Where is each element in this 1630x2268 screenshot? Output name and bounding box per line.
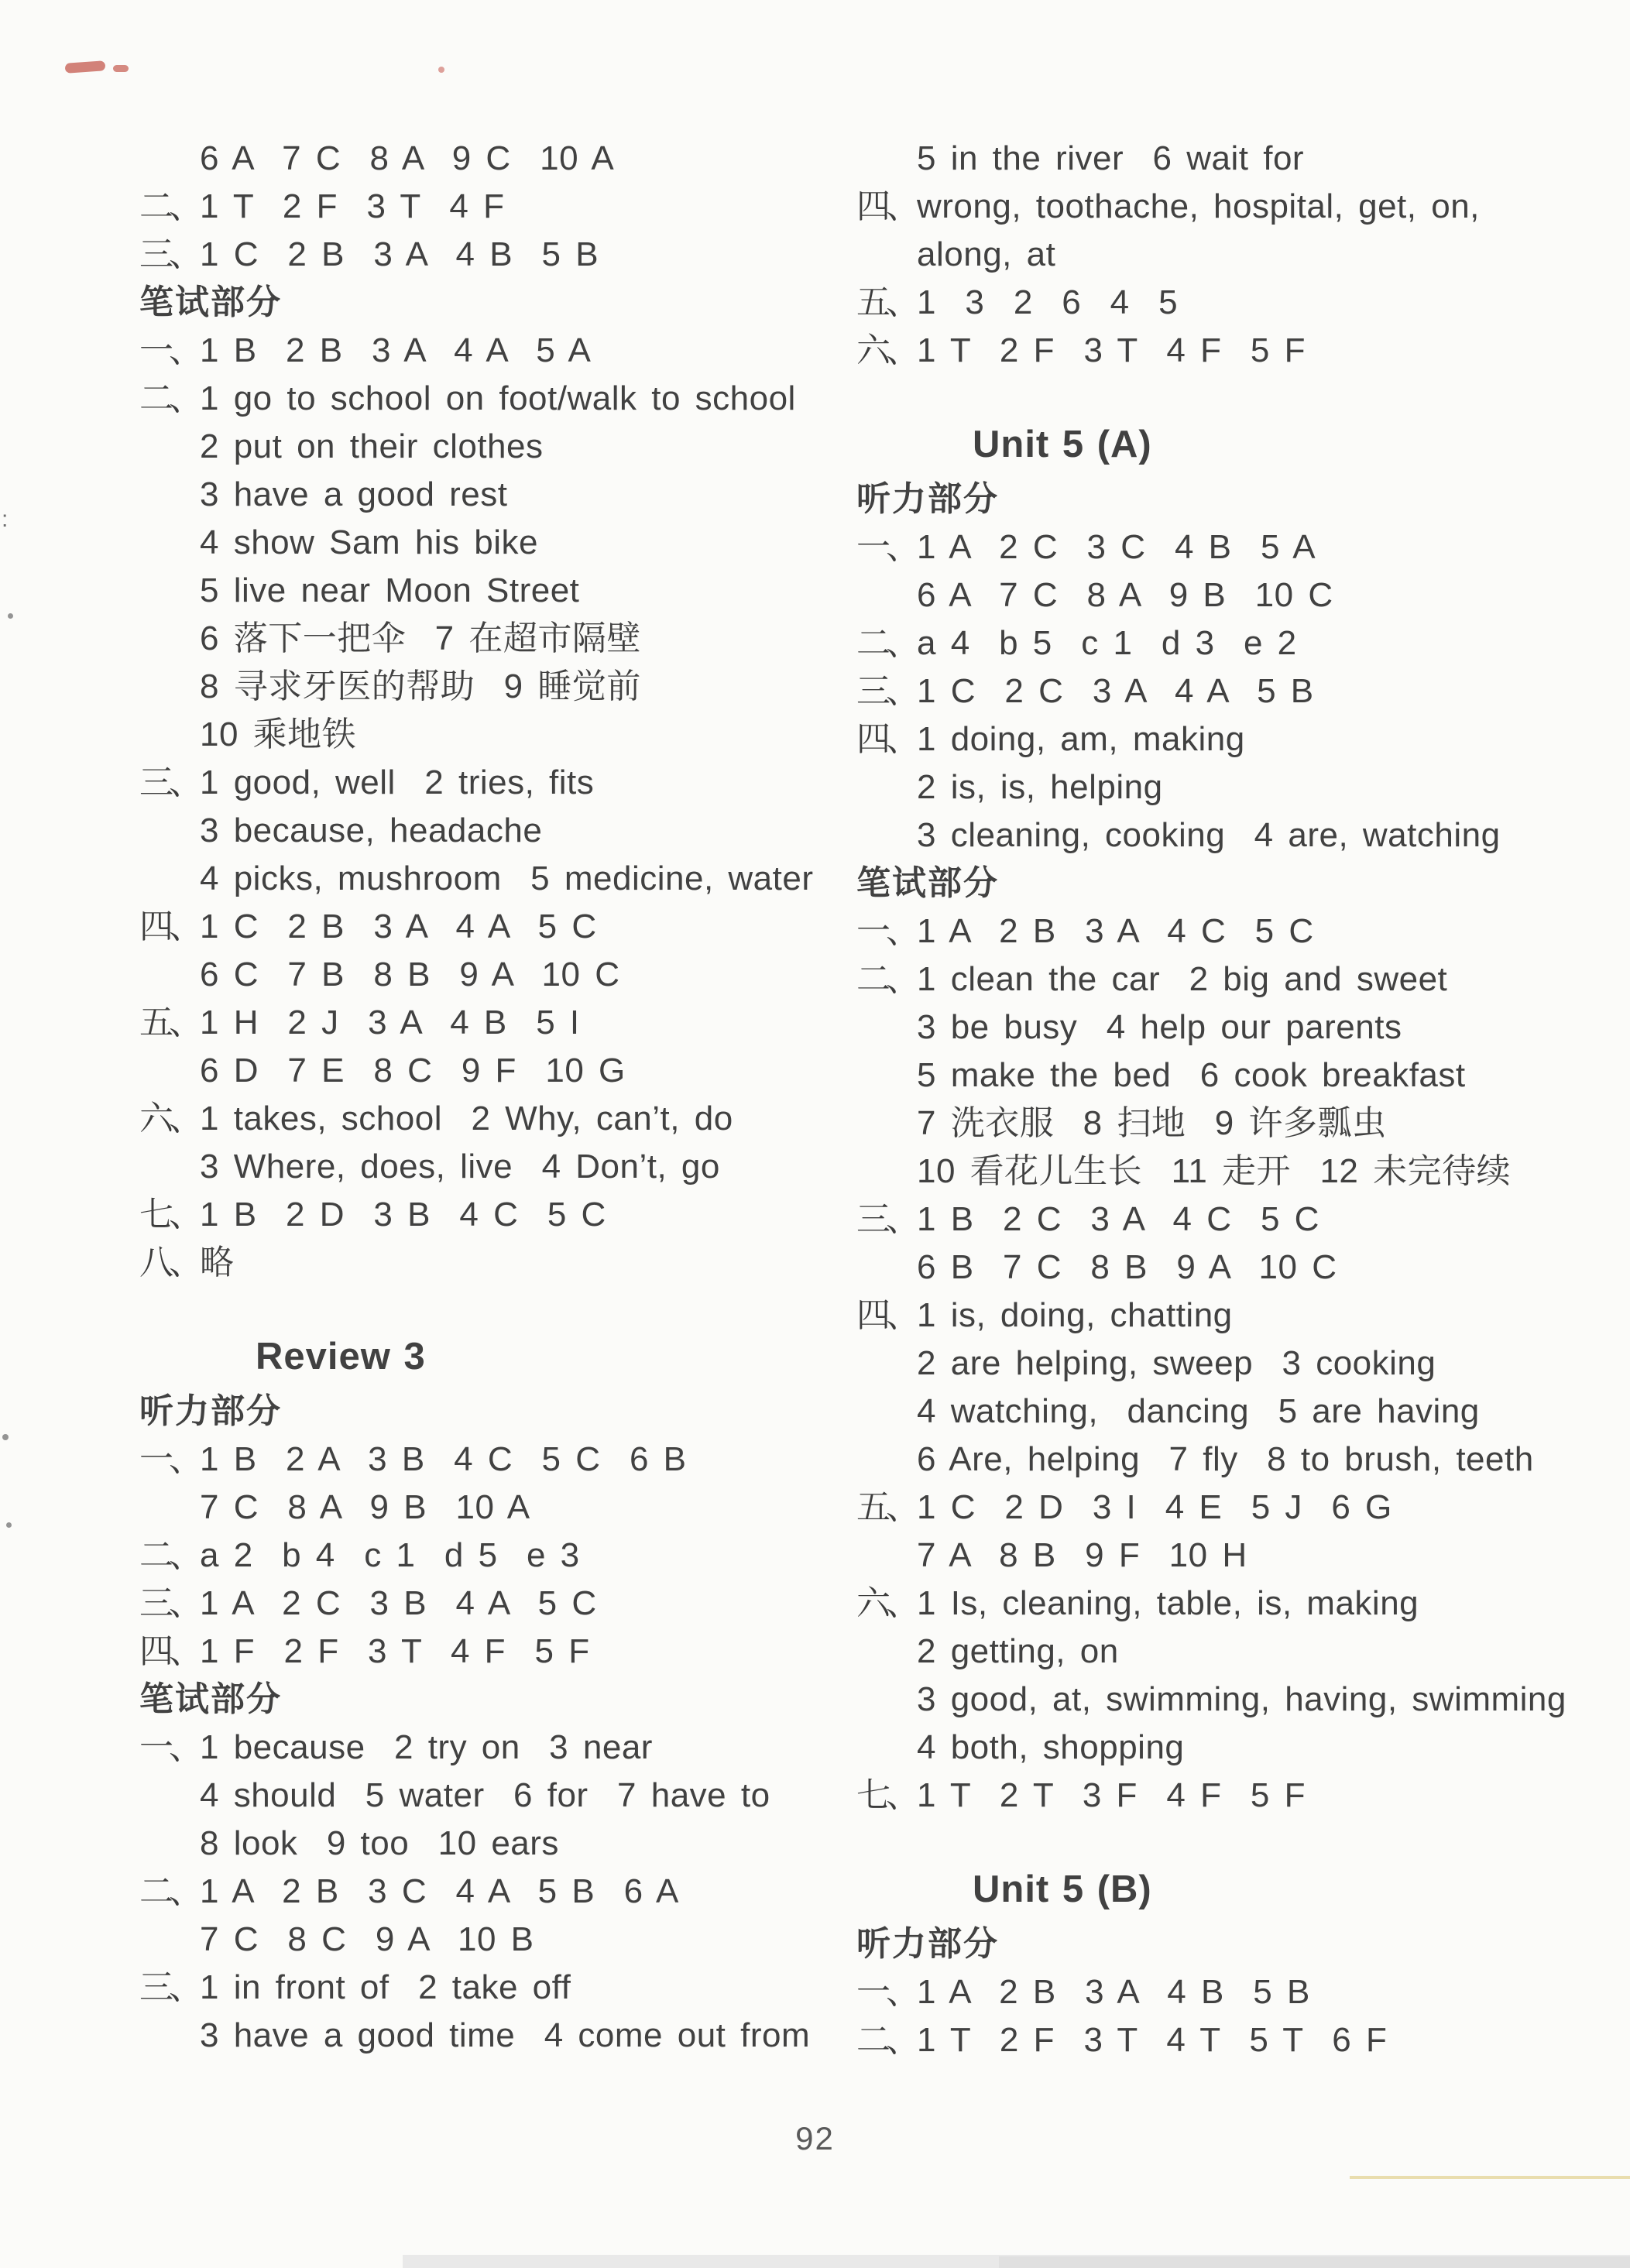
line-text: 1 Is, cleaning, table, is, making (917, 1584, 1419, 1622)
answer-line (139, 1532, 840, 1580)
line-text: 7 C 8 C 9 A 10 B (200, 1920, 534, 1958)
line-text: 2 is, is, helping (917, 768, 1163, 806)
section-marker: 七、 (139, 1196, 198, 1234)
scan-red-smudge (65, 60, 106, 74)
section-heading (856, 475, 1615, 523)
scan-tan-line (1350, 2176, 1630, 2179)
section-marker: 四、 (856, 720, 915, 758)
line-text: 7 C 8 A 9 B 10 A (200, 1488, 530, 1526)
section-marker: 四、 (139, 908, 198, 945)
line-text: 1 C 2 D 3 I 4 E 5 J 6 G (917, 1488, 1392, 1526)
section-marker: 二、 (139, 187, 198, 225)
section-heading (139, 279, 840, 327)
line-text: 1 clean the car 2 big and sweet (917, 960, 1448, 998)
unit-title (139, 1326, 840, 1388)
spacer (856, 1820, 1615, 1858)
line-text: 2 put on their clothes (200, 427, 544, 465)
page-footer (0, 2120, 1630, 2157)
line-text: 笔试部分 (139, 283, 282, 321)
line-text: 1 T 2 F 3 T 4 F (200, 187, 505, 225)
line-text: 4 both, shopping (917, 1728, 1185, 1766)
answer-line (856, 1772, 1615, 1820)
line-text: 笔试部分 (856, 864, 999, 902)
answer-line (139, 759, 840, 807)
section-heading (139, 1676, 840, 1724)
line-text: 1 A 2 C 3 B 4 A 5 C (200, 1584, 597, 1622)
answer-line (856, 667, 1615, 715)
section-marker: 一、 (856, 912, 915, 950)
answer-line (139, 1628, 840, 1676)
section-marker: 三、 (139, 1584, 198, 1622)
section-marker: 三、 (856, 1200, 915, 1238)
answer-line (139, 615, 840, 663)
line-text: 7 A 8 B 9 F 10 H (917, 1536, 1247, 1574)
unit-title (856, 1858, 1615, 1920)
line-text: 1 doing, am, making (917, 720, 1245, 758)
section-heading (856, 860, 1615, 908)
line-text: 4 should 5 water 6 for 7 have to (200, 1776, 770, 1814)
answer-line (139, 855, 840, 903)
line-text: 听力部分 (856, 480, 999, 518)
section-marker: 四、 (139, 1632, 198, 1670)
section-marker: 三、 (139, 235, 198, 273)
section-marker: 三、 (139, 1968, 198, 2006)
line-text: 5 make the bed 6 cook breakfast (917, 1056, 1466, 1094)
answer-line (139, 327, 840, 375)
section-marker: 四、 (856, 1296, 915, 1334)
section-marker: 六、 (139, 1100, 198, 1137)
answer-column-left (139, 135, 840, 2060)
line-text: 1 A 2 B 3 A 4 B 5 B (917, 1973, 1310, 2011)
answer-line (139, 1820, 840, 1868)
line-text: 听力部分 (139, 1392, 282, 1430)
line-text: 1 takes, school 2 Why, can’t, do (200, 1100, 733, 1137)
line-text: 笔试部分 (139, 1680, 282, 1718)
answer-line (856, 811, 1615, 860)
answer-line (139, 183, 840, 231)
line-text: 1 go to school on foot/walk to school (200, 379, 796, 417)
line-text: 1 B 2 C 3 A 4 C 5 C (917, 1200, 1319, 1238)
answer-line (139, 663, 840, 711)
answer-column-right (856, 135, 1615, 2064)
line-text: 6 B 7 C 8 B 9 A 10 C (917, 1248, 1337, 1286)
scan-edge-mark (6, 1522, 12, 1528)
line-text: 2 are helping, sweep 3 cooking (917, 1344, 1436, 1382)
line-text: 1 C 2 B 3 A 4 A 5 C (200, 908, 597, 945)
section-marker: 二、 (856, 624, 915, 662)
line-text: Unit 5 (B) (973, 1868, 1152, 1910)
line-text: 6 落下一把伞 7 在超市隔壁 (200, 619, 641, 657)
scan-edge-mark: : (2, 506, 9, 532)
line-text: 1 T 2 T 3 F 4 F 5 F (917, 1776, 1306, 1814)
answer-line (856, 327, 1615, 375)
section-marker: 二、 (856, 960, 915, 998)
answer-line (856, 523, 1615, 571)
section-marker: 五、 (856, 1488, 915, 1526)
line-text: 3 good, at, swimming, having, swimming (917, 1680, 1567, 1718)
answer-line (139, 1772, 840, 1820)
answer-line (856, 1676, 1615, 1724)
line-text: 1 B 2 A 3 B 4 C 5 C 6 B (200, 1440, 687, 1478)
answer-line (139, 423, 840, 471)
answer-line (856, 1580, 1615, 1628)
line-text: 6 C 7 B 8 B 9 A 10 C (200, 956, 620, 993)
line-text: Unit 5 (A) (973, 424, 1152, 465)
section-marker: 四、 (856, 187, 915, 225)
line-text: 6 Are, helping 7 fly 8 to brush, teeth (917, 1440, 1534, 1478)
line-text: 6 A 7 C 8 A 9 C 10 A (200, 139, 615, 177)
section-marker: 二、 (856, 2021, 915, 2059)
line-text: 3 have a good time 4 come out from (200, 2016, 811, 2054)
answer-line (139, 1047, 840, 1095)
scan-bottom-strip (999, 2256, 1630, 2268)
line-text: 10 乘地铁 (200, 715, 357, 753)
section-marker: 五、 (139, 1004, 198, 1041)
answer-line (139, 1239, 840, 1287)
answer-line (139, 951, 840, 999)
scan-edge-mark (2, 1434, 9, 1440)
section-marker: 一、 (139, 1728, 198, 1766)
line-text: 8 look 9 too 10 ears (200, 1824, 559, 1862)
answer-line (139, 2012, 840, 2060)
answer-line (856, 1244, 1615, 1292)
answer-line (856, 1532, 1615, 1580)
answer-line (139, 1916, 840, 1964)
section-marker: 一、 (139, 1440, 198, 1478)
answer-line (139, 519, 840, 567)
line-text: 4 picks, mushroom 5 medicine, water (200, 860, 814, 897)
line-text: 3 have a good rest (200, 475, 508, 513)
answer-line (856, 619, 1615, 667)
answer-line (139, 1868, 840, 1916)
answer-line (139, 903, 840, 951)
answer-line (856, 1004, 1615, 1052)
answer-line (856, 183, 1615, 231)
line-text: 6 A 7 C 8 A 9 B 10 C (917, 576, 1333, 614)
line-text: a 4 b 5 c 1 d 3 e 2 (917, 624, 1297, 662)
section-marker: 三、 (139, 763, 198, 801)
answer-line (856, 1100, 1615, 1148)
line-text: 1 3 2 6 4 5 (917, 283, 1179, 321)
answer-line (139, 135, 840, 183)
line-text: 听力部分 (856, 1925, 999, 1963)
line-text: Review 3 (256, 1336, 426, 1378)
line-text: along, at (917, 235, 1056, 273)
answer-line (139, 807, 840, 855)
answer-line (139, 1191, 840, 1239)
scan-red-smudge (113, 65, 129, 72)
section-heading (139, 1388, 840, 1436)
answer-line (139, 1724, 840, 1772)
answer-line (856, 1340, 1615, 1388)
line-text: 2 getting, on (917, 1632, 1119, 1670)
answer-line (856, 279, 1615, 327)
line-text: 1 in front of 2 take off (200, 1968, 571, 2006)
line-text: 1 A 2 C 3 C 4 B 5 A (917, 528, 1316, 566)
line-text: a 2 b 4 c 1 d 5 e 3 (200, 1536, 580, 1574)
scan-edge-mark (8, 613, 13, 619)
answer-line (856, 1388, 1615, 1436)
section-marker: 二、 (139, 1536, 198, 1574)
answer-line (856, 1628, 1615, 1676)
line-text: 3 cleaning, cooking 4 are, watching (917, 816, 1501, 854)
answer-line (856, 135, 1615, 183)
line-text: 7 洗衣服 8 扫地 9 许多瓢虫 (917, 1104, 1387, 1142)
section-marker: 五、 (856, 283, 915, 321)
section-marker: 六、 (856, 331, 915, 369)
answer-line (139, 999, 840, 1047)
answer-line (139, 231, 840, 279)
answer-line (856, 1292, 1615, 1340)
answer-line (856, 571, 1615, 619)
line-text: 1 A 2 B 3 C 4 A 5 B 6 A (200, 1872, 679, 1910)
line-text: 1 B 2 D 3 B 4 C 5 C (200, 1196, 606, 1234)
line-text: 5 in the river 6 wait for (917, 139, 1305, 177)
answer-line (856, 1196, 1615, 1244)
section-marker: 二、 (139, 1872, 198, 1910)
answer-line (856, 1148, 1615, 1196)
line-text: 3 be busy 4 help our parents (917, 1008, 1402, 1046)
answer-line (856, 956, 1615, 1004)
answer-line (139, 375, 840, 423)
line-text: 1 is, doing, chatting (917, 1296, 1233, 1334)
section-marker: 七、 (856, 1776, 915, 1814)
answer-line (139, 1095, 840, 1143)
line-text: 4 show Sam his bike (200, 523, 539, 561)
line-text: 1 T 2 F 3 T 4 F 5 F (917, 331, 1306, 369)
answer-line (856, 2016, 1615, 2064)
answer-line (856, 1484, 1615, 1532)
line-text: 3 because, headache (200, 811, 543, 849)
line-text: 8 寻求牙医的帮助 9 睡觉前 (200, 667, 641, 705)
spacer (856, 375, 1615, 413)
section-marker: 一、 (856, 1973, 915, 2011)
line-text: 1 H 2 J 3 A 4 B 5 I (200, 1004, 580, 1041)
line-text: 4 watching, dancing 5 are having (917, 1392, 1480, 1430)
scan-red-dot (438, 67, 444, 73)
spacer (139, 1287, 840, 1326)
answer-line (856, 231, 1615, 279)
line-text: 略 (200, 1244, 235, 1282)
line-text: 1 because 2 try on 3 near (200, 1728, 653, 1766)
section-marker: 二、 (139, 379, 198, 417)
line-text: 3 Where, does, live 4 Don’t, go (200, 1148, 720, 1185)
answer-line (139, 567, 840, 615)
line-text: 1 C 2 B 3 A 4 B 5 B (200, 235, 599, 273)
answer-line (856, 763, 1615, 811)
line-text: 10 看花儿生长 11 走开 12 未完待续 (917, 1152, 1512, 1190)
line-text: 1 C 2 C 3 A 4 A 5 B (917, 672, 1314, 710)
section-marker: 三、 (856, 672, 915, 710)
line-text: 5 live near Moon Street (200, 571, 580, 609)
section-heading (856, 1920, 1615, 1968)
line-text: 6 D 7 E 8 C 9 F 10 G (200, 1052, 626, 1089)
answer-line (139, 1436, 840, 1484)
line-text: 1 F 2 F 3 T 4 F 5 F (200, 1632, 590, 1670)
answer-line (139, 1580, 840, 1628)
answer-line (139, 1143, 840, 1191)
line-text: wrong, toothache, hospital, get, on, (917, 187, 1480, 225)
section-marker: 八、 (139, 1244, 198, 1282)
answer-line (856, 1968, 1615, 2016)
line-text: 1 B 2 B 3 A 4 A 5 A (200, 331, 592, 369)
answer-line (856, 1436, 1615, 1484)
answer-line (856, 908, 1615, 956)
section-marker: 一、 (856, 528, 915, 566)
answer-line (856, 715, 1615, 763)
line-text: 1 A 2 B 3 A 4 C 5 C (917, 912, 1314, 950)
line-text: 1 good, well 2 tries, fits (200, 763, 595, 801)
section-marker: 六、 (856, 1584, 915, 1622)
answer-line (139, 1964, 840, 2012)
page-number: 92 (795, 2120, 835, 2156)
answer-line (139, 471, 840, 519)
answer-line (856, 1724, 1615, 1772)
answer-line (139, 1484, 840, 1532)
line-text: 1 T 2 F 3 T 4 T 5 T 6 F (917, 2021, 1388, 2059)
answer-line (856, 1052, 1615, 1100)
unit-title (856, 413, 1615, 475)
answer-line (139, 711, 840, 759)
section-marker: 一、 (139, 331, 198, 369)
